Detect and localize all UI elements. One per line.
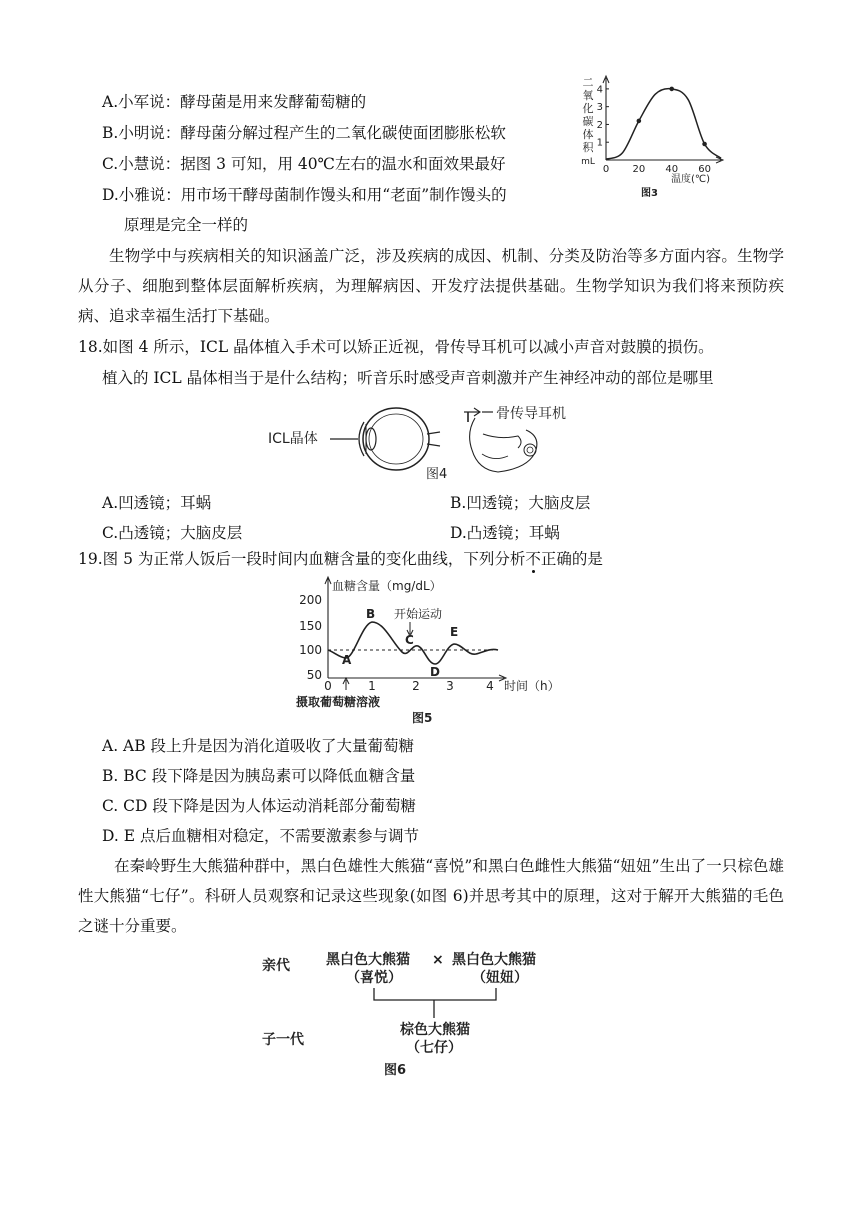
fig6-cross-symbol: × [432, 952, 444, 968]
fig3-ylabel-char: 积 [582, 141, 594, 154]
q19-option-b: B. BC 段下降是因为胰岛素可以降低血糖含量 [102, 767, 416, 785]
fig5-xtick-label: 1 [368, 679, 376, 693]
fig6-bracket [374, 988, 496, 1000]
fig5-xlabel: 时间（h） [504, 679, 560, 693]
fig3-ytick-label: 2 [596, 119, 603, 131]
fig3-ylabel-char: 碳 [582, 115, 594, 128]
figure-5-chart [292, 572, 582, 724]
fig5-point-d: D [430, 665, 440, 679]
fig5-exercise-annotation: 开始运动 [394, 607, 443, 621]
q18-option-c: C.凸透镜；大脑皮层 [102, 524, 243, 542]
fig6-parent1-name: （喜悦） [346, 970, 402, 986]
q19-option-c: C. CD 段下降是因为人体运动消耗部分葡萄糖 [102, 797, 416, 815]
fig5-ytick-label: 150 [299, 619, 322, 633]
q17-option-d-continued: 原理是完全一样的 [124, 216, 249, 234]
fig5-xtick-label: 2 [412, 679, 420, 693]
fig3-ylabel-char: 化 [582, 102, 594, 115]
q18-stem-line1: 18.如图 4 所示，ICL 晶体植入手术可以矫正近视，骨传导耳机可以减小声音对鼓膜的损伤。 [78, 338, 714, 356]
q17-option-b: B.小明说：酵母菌分解过程产生的二氧化碳使面团膨胀松软 [102, 124, 506, 142]
fig3-ylabel-unit: mL [581, 157, 595, 167]
fig5-point-a: A [342, 653, 352, 667]
fig4-headphone-label: 骨传导耳机 [496, 406, 566, 422]
q17-option-d: D.小雅说：用市场干酵母菌制作馒头和用“老面”制作馒头的 [102, 186, 507, 204]
panda-intro-paragraph: 在秦岭野生大熊猫种群中，黑白色雄性大熊猫“喜悦”和黑白色雌性大熊猫“妞妞”生出了一只棕色雄性大熊猫“七仔”。科研人员观察和记录这些现象(如图 6)并思考其中的原理，这对于解开大熊猫的毛色之谜十分重要。 [78, 857, 784, 935]
fig3-caption: 图3 [641, 188, 658, 199]
fig4-icl-label: ICL晶体 [268, 431, 318, 447]
q19-option-d: D. E 点后血糖相对稳定，不需要激素参与调节 [102, 827, 419, 845]
q18-option-a: A.凹透镜；耳蜗 [102, 494, 212, 512]
figure-4-illustration [268, 398, 598, 488]
q19-stem-before: 19.图 5 为正常人饭后一段时间内血糖含量的变化曲线，下列分析 [78, 550, 526, 568]
fig6-child-name: （七仔） [406, 1040, 462, 1056]
q17-option-a: A.小军说：酵母菌是用来发酵葡萄糖的 [102, 93, 367, 111]
fig6-parent1: 黑白色大熊猫 [326, 952, 410, 968]
fig5-glucose-annotation: 摄取葡萄糖溶液 [296, 695, 381, 709]
q18-option-d: D.凸透镜；耳蜗 [450, 524, 560, 542]
q19-stem [78, 549, 603, 569]
fig3-xtick-label: 0 [602, 164, 610, 175]
fig3-ylabel-char: 氧 [582, 89, 594, 102]
q17-option-c: C.小慧说：据图 3 可知，用 40℃左右的温水和面效果最好 [102, 155, 506, 173]
fig3-ytick-label: 3 [596, 102, 603, 114]
bone-conduction-headphone-icon [464, 408, 480, 422]
fig3-xtick-label: 20 [632, 164, 646, 175]
fig3-ylabel [581, 76, 595, 167]
fig3-data-point [637, 119, 641, 123]
eye-icon [359, 408, 440, 470]
fig6-parent2-name: （妞妞） [472, 970, 528, 986]
fig6-child: 棕色大熊猫 [400, 1022, 470, 1038]
fig6-offspring-label: 子一代 [262, 1032, 304, 1048]
fig5-ytick-label: 200 [299, 593, 322, 607]
fig5-xtick-label: 0 [324, 679, 332, 693]
fig3-ylabel-char: 体 [582, 128, 594, 141]
fig3-xtick-label: 40 [665, 164, 679, 175]
q18-option-b: B.凹透镜；大脑皮层 [450, 494, 591, 512]
fig6-caption: 图6 [384, 1063, 407, 1078]
fig5-point-e: E [450, 625, 459, 639]
fig3-xtick-label: 60 [698, 164, 711, 175]
fig3-ylabel-char: 二 [582, 76, 594, 89]
fig3-ytick-label: 1 [596, 137, 603, 149]
fig5-ytick-label: 100 [299, 643, 322, 657]
fig4-caption: 图4 [426, 467, 448, 482]
fig3-ytick-label: 4 [596, 84, 603, 96]
fig3-data-point [703, 142, 707, 146]
fig3-xlabel: 温度(℃) [671, 174, 711, 185]
fig5-ylabel: 血糖含量（mg/dL） [332, 579, 442, 593]
fig5-xtick-label: 3 [446, 679, 454, 693]
q18-stem-line2: 植入的 ICL 晶体相当于是什么结构；听音乐时感受声音刺激并产生神经冲动的部位是哪里 [102, 369, 714, 387]
figure-6-pedigree [256, 948, 576, 1084]
fig5-point-b: B [366, 607, 376, 621]
fig5-point-c: C [405, 633, 414, 647]
fig3-data-point [670, 87, 674, 91]
q19-option-a: A. AB 段上升是因为消化道吸收了大量葡萄糖 [102, 737, 415, 755]
fig5-caption: 图5 [412, 711, 433, 724]
q19-stem-emphasis: 不 [525, 550, 541, 568]
disease-intro-paragraph: 生物学中与疾病相关的知识涵盖广泛，涉及疾病的成因、机制、分类及防治等多方面内容。生物学从分子、细胞到整体层面解析疾病，为理解病因、开发疗法提供基础。生物学知识为我们将来预防疾病、追求幸福生活打下基础。 [78, 247, 784, 325]
q19-stem-after: 正确的是 [540, 550, 603, 568]
fig5-ytick-label: 50 [306, 668, 322, 682]
ear-icon [470, 418, 537, 472]
fig5-xtick-label: 4 [486, 679, 494, 693]
fig6-parent-label: 亲代 [262, 958, 290, 974]
fig6-parent2: 黑白色大熊猫 [452, 952, 536, 968]
fig3-curve [606, 89, 721, 160]
figure-3-chart [576, 72, 776, 202]
